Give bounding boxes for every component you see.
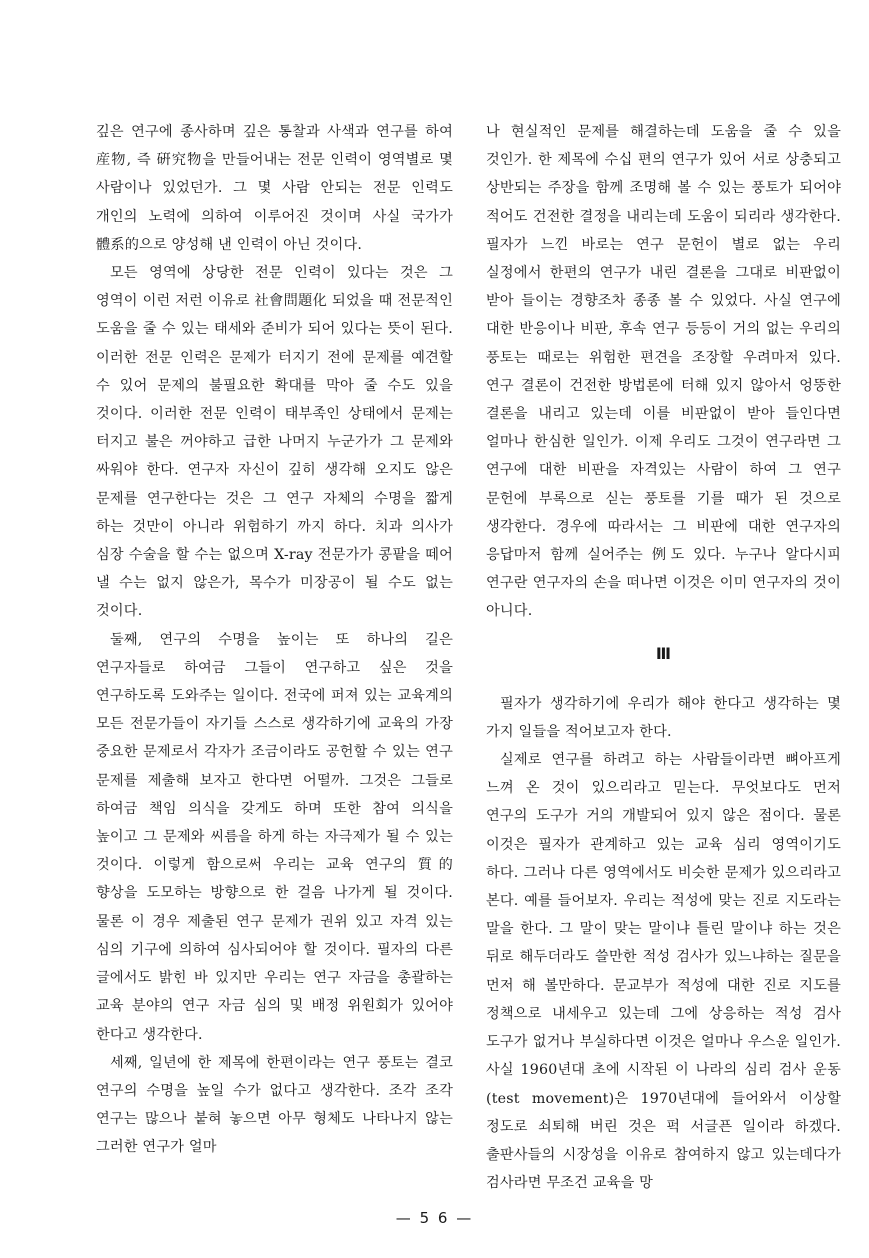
paragraph: 세째, 일년에 한 제목에 한편이라는 연구 풍토는 결코 연구의 수명을 높일 수가 없다고 생각한다. 조각 조각 연구는 많으나 붙혀 놓으면 아무 형체도 나타나지 않는 그러한 연구가 얼마 <box>96 1054 453 1156</box>
paragraph: 실제로 연구를 하려고 하는 사람들이라면 뼈아프게 느껴 온 것이 있으리라고 믿는다. 무엇보다도 먼저 연구의 도구가 거의 개발되어 있지 않은 점이다. 물론 이것은 필자가 관계하고 있는 교육 심리 영역이기도 하다. 그러나 다른 영역에서도 비슷한 문제가 있으리라고 본다. 예를 들어보자. 우리는 적성에 맞는 진로 지도라는 말을 한다. 그 말이 맞는 말이냐 틀린 말이냐 하는 것은 뒤로 해두더라도 쓸만한 적성 검사가 있느냐하는 질문을 먼저 해 볼만하다. 문교부가 적성에 대한 진로 지도를 정책으로 내세우고 있는데 그에 상응하는 적성 검사 도구가 없거나 부실하다면 이것은 얼마나 우스운 일인가. 사실 1960년대 초에 시작된 이 나라의 심리 검사 운동(test movement)은 1970년대에 들어와서 이상할 정도로 쇠퇴해 버린 것은 퍽 서글픈 일이라 하겠다. 출판사들의 시장성을 이유로 참여하지 않고 있는데다가 검사라면 무조건 교육을 망 <box>486 752 841 1192</box>
paragraph: 깊은 연구에 종사하며 깊은 통찰과 사색과 연구를 하여 産物, 즉 硏究物을 만들어내는 전문 인력이 영역별로 몇 사람이나 있었던가. 그 몇 사람 안되는 전문 인력도 개인의 노력에 의하여 이루어진 것이며 사실 국가가 體系的으로 양성해 낸 인력이 아닌 것이다. <box>96 124 453 253</box>
section-heading: Ⅲ <box>655 643 672 663</box>
left-text-column <box>96 118 453 1162</box>
paragraph: 나 현실적인 문제를 해결하는데 도움을 줄 수 있을 것인가. 한 제목에 수십 편의 연구가 있어 서로 상충되고 상반되는 주장을 함께 조명해 볼 수 있는 풍토가 되어야 적어도 건전한 결정을 내리는데 도움이 되리라 생각한다. 필자가 느낀 바로는 연구 문헌이 별로 없는 우리 실정에서 한편의 연구가 내린 결론을 그대로 비판없이 받아 들이는 경향조차 종종 볼 수 있었다. 사실 연구에 대한 반응이나 비판, 후속 연구 등등이 거의 없는 우리의 풍토는 때로는 위험한 편견을 조장할 우려마저 있다. 연구 결론이 건전한 방법론에 터해 있지 않아서 엉뚱한 결론을 내리고 있는데 이를 비판없이 받아 들인다면 얼마나 한심한 일인가. 이제 우리도 그것이 연구라면 그 연구에 대한 비판을 자격있는 사람이 하여 그 연구 문헌에 부록으로 싣는 풍토를 기를 때가 된 것으로 생각한다. 경우에 따라서는 그 비판에 대한 연구자의 응답마저 함께 실어주는 例도 있다. 누구나 알다시피 연구란 연구자의 손을 떠나면 이것은 이미 연구자의 것이 아니다. <box>486 124 841 620</box>
page-number: — 5 6 — <box>395 1209 474 1227</box>
paragraph: 필자가 생각하기에 우리가 해야 한다고 생각하는 몇 가지 일들을 적어보고자 한다. <box>486 695 841 740</box>
paragraph: 모든 영역에 상당한 전문 인력이 있다는 것은 그 영역이 이런 저런 이유로 社會問題化 되었을 때 전문적인 도움을 줄 수 있는 태세와 준비가 되어 있다는 뜻이 된다. 이러한 전문 인력은 문제가 터지기 전에 문제를 예견할 수 있어 문제의 불필요한 확대를 막아 줄 수도 있을 것이다. 이러한 전문 인력이 태부족인 상태에서 문제는 터지고 불은 꺼야하고 급한 나머지 누군가가 그 문제와 싸워야 한다. 연구자 자신이 깊히 생각해 오지도 않은 문제를 연구한다는 것은 그 연구 자체의 수명을 짧게 하는 것만이 아니라 위험하기 까지 하다. 치과 의사가 심장 수술을 할 수는 없으며 X-ray 전문가가 콩팥을 떼어 낼 수는 없지 않은가, 목수가 미장공이 될 수도 없는 것이다. <box>96 265 453 620</box>
paragraph: 둘째, 연구의 수명을 높이는 또 하나의 길은 연구자들로 하여금 그들이 연구하고 싶은 것을 연구하도록 도와주는 일이다. 전국에 퍼져 있는 교육계의 모든 전문가들이 자기들 스스로 생각하기에 교육의 가장 중요한 문제로서 각자가 조금이라도 공헌할 수 있는 연구 문제를 제출해 보자고 한다면 어떨까. 그것은 그들로 하여금 책임 의식을 갖게도 하며 또한 참여 의식을 높이고 그 문제와 씨름을 하게 하는 자극제가 될 수 있는 것이다. 이렇게 함으로써 우리는 교육 연구의 質的 향상을 도모하는 방향으로 한 걸음 나가게 될 것이다. 물론 이 경우 제출된 연구 문제가 권위 있고 자격 있는 심의 기구에 의하여 심사되어야 할 것이다. 필자의 다른 글에서도 밝힌 바 있지만 우리는 연구 자금을 총괄하는 교육 분야의 연구 자금 심의 및 배정 위원회가 있어야 한다고 생각한다. <box>96 631 453 1043</box>
right-text-column <box>486 118 841 1197</box>
